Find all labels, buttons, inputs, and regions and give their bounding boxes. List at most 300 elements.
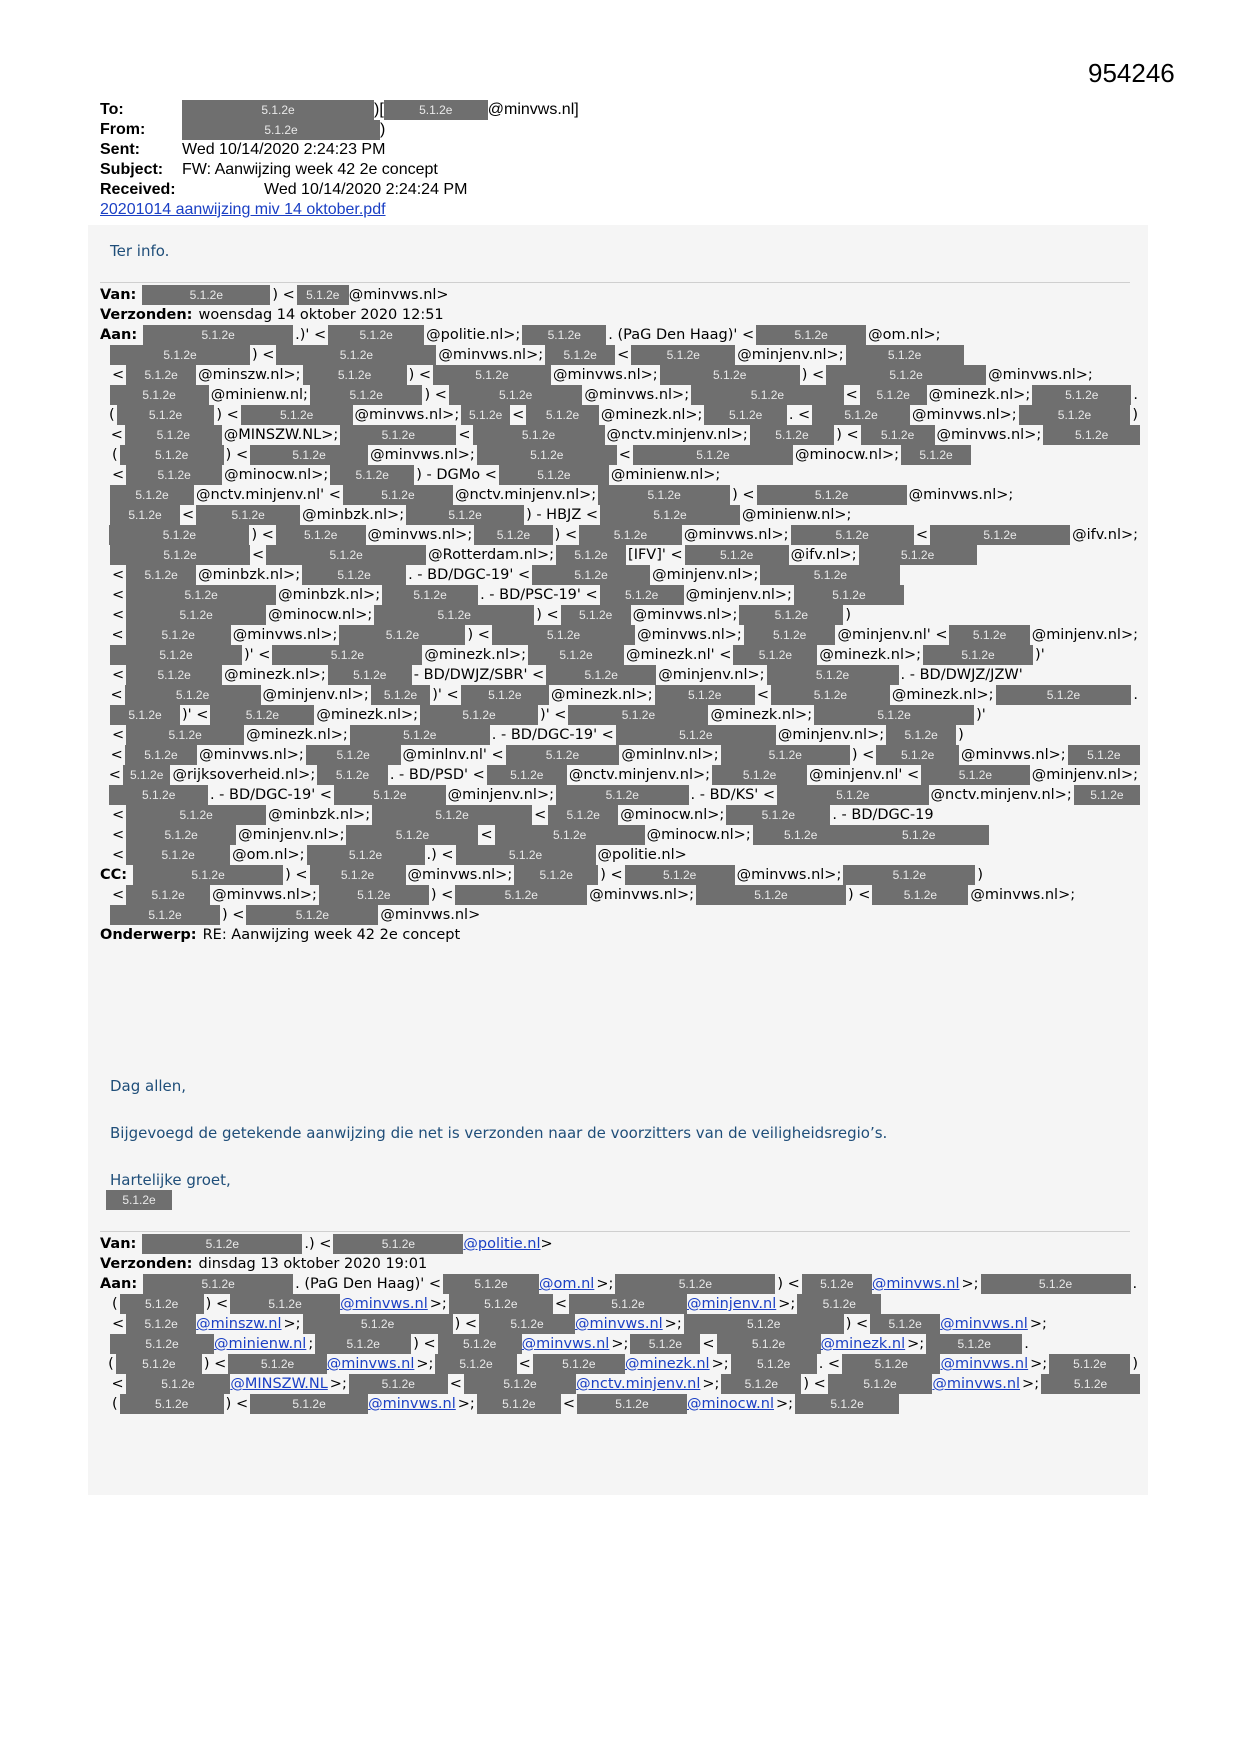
subject-label: Subject:	[100, 161, 164, 178]
redaction: 5.1.2e	[307, 845, 425, 865]
address-text: ) <	[467, 627, 490, 643]
address-text: @minvws.nl>;	[199, 747, 304, 763]
address-text: @minezk.nl>;	[550, 687, 653, 703]
address-text: @minjenv.nl>;	[652, 567, 759, 583]
from-close: )	[380, 121, 386, 138]
recipient-line	[100, 585, 1140, 605]
redaction: 5.1.2e	[996, 685, 1132, 705]
email-link[interactable]: @MINSZW.NL	[230, 1376, 328, 1392]
address-text: >;	[596, 1276, 614, 1292]
redaction: 5.1.2e	[870, 1314, 940, 1334]
address-text: @minezk.nl>;	[891, 687, 994, 703]
redaction: 5.1.2e	[533, 1354, 625, 1374]
address-text: >;	[329, 1376, 347, 1392]
redaction: 5.1.2e	[126, 1374, 231, 1394]
verzonden-row	[100, 1254, 1140, 1274]
separator	[100, 1231, 1130, 1232]
redaction: 5.1.2e	[526, 405, 599, 425]
address-text: @minvws.nl>;	[632, 607, 738, 623]
address-text: @minvws.nl>;	[988, 367, 1093, 383]
recipient-line	[100, 645, 1140, 665]
address-text: )	[1132, 407, 1138, 423]
redaction: 5.1.2e	[506, 745, 620, 765]
address-text: <	[112, 887, 125, 903]
redaction: 5.1.2e	[110, 385, 209, 405]
recipient-line	[100, 765, 1140, 785]
redaction: 5.1.2e	[812, 405, 910, 425]
address-text: @minezk.nl>;	[316, 707, 419, 723]
recipient-line	[100, 565, 1140, 585]
redaction: 5.1.2e	[461, 405, 510, 425]
address-text: (	[112, 447, 118, 463]
redaction: 5.1.2e	[306, 745, 401, 765]
recipient-line	[100, 505, 1140, 525]
redaction: 5.1.2e	[556, 545, 626, 565]
address-text: <	[112, 727, 125, 743]
redaction: 5.1.2e	[372, 805, 532, 825]
address-text: @minvws.nl>;	[589, 887, 694, 903]
address-text: @minvws.nl>;	[212, 887, 317, 903]
redaction: 5.1.2e	[406, 505, 524, 525]
address-text: . - BD/PSD' <	[389, 767, 485, 783]
recipient-line	[100, 545, 1140, 565]
address-text: <	[534, 807, 547, 823]
redaction: 5.1.2e	[860, 385, 927, 405]
recipient-line	[100, 605, 1140, 625]
onderwerp-value: RE: Aanwijzing week 42 2e concept	[202, 927, 461, 943]
address-text: @minbzk.nl>;	[302, 507, 405, 523]
received-label: Received:	[100, 181, 176, 198]
recipient-line	[100, 1374, 1140, 1394]
address-text: >;	[664, 1316, 682, 1332]
address-text: @nctv.minjenv.nl>;	[606, 427, 748, 443]
redaction: 5.1.2e	[487, 765, 567, 785]
email-link[interactable]: @minjenv.nl	[686, 1296, 777, 1312]
address-text: @minvws.nl>;	[908, 487, 1014, 503]
address-text: ) <	[430, 887, 454, 903]
recipient-line	[100, 1314, 1140, 1334]
redaction: 5.1.2e	[760, 565, 900, 585]
redaction: 5.1.2e	[600, 505, 740, 525]
email-link[interactable]: @minvws.nl	[340, 1296, 428, 1312]
redaction: 5.1.2e	[712, 765, 807, 785]
address-text: )	[958, 727, 964, 743]
address-text: . (PaG Den Haag)' <	[608, 327, 755, 343]
redaction: 5.1.2e	[456, 845, 596, 865]
redaction: 5.1.2e	[276, 525, 366, 545]
address-text: @Rotterdam.nl>;	[428, 547, 555, 563]
address-text: )' <	[244, 647, 271, 663]
redaction: 5.1.2e	[691, 385, 844, 405]
intro-note: Ter info.	[110, 242, 170, 260]
redaction: 5.1.2e	[182, 100, 374, 120]
document-number: 954246	[1088, 58, 1175, 88]
recipient-line	[100, 1274, 1140, 1294]
redaction: 5.1.2e	[110, 1334, 214, 1354]
address-text: ) <	[225, 1396, 249, 1412]
redaction: 5.1.2e	[577, 1394, 687, 1414]
redaction: 5.1.2e	[310, 865, 406, 885]
email-link[interactable]: @minvws.nl	[940, 1356, 1029, 1372]
address-text: ;	[308, 1336, 314, 1352]
van-row	[100, 1234, 1140, 1254]
recipient-line	[100, 705, 1140, 725]
address-text: ) <	[424, 387, 447, 403]
recipient-line	[100, 425, 1140, 445]
closing: Hartelijke groet,	[110, 1171, 231, 1189]
address-text: @minvws.nl>;	[407, 867, 513, 883]
recipient-line	[100, 885, 1140, 905]
redaction: 5.1.2e	[297, 285, 349, 305]
redaction: 5.1.2e	[125, 425, 222, 445]
address-text: . - BD/DGC-19' <	[408, 567, 531, 583]
recipient-line	[100, 525, 1140, 545]
recipient-line	[100, 325, 1140, 345]
recipient-line	[100, 665, 1140, 685]
address-text: @minjenv.nl>;	[262, 687, 369, 703]
redaction: 5.1.2e	[568, 705, 708, 725]
address-text: @minienw.nl>;	[610, 467, 721, 483]
address-text: )'	[976, 707, 986, 723]
redaction: 5.1.2e	[182, 120, 380, 140]
address-text: >;	[1029, 1316, 1047, 1332]
address-text: <	[112, 1316, 125, 1332]
redaction: 5.1.2e	[110, 705, 180, 725]
address-text: <	[458, 427, 471, 443]
email-link[interactable]: @minocw.nl	[686, 1396, 775, 1412]
address-text: @minocw.nl>;	[224, 467, 329, 483]
address-text: @om.nl>;	[232, 847, 305, 863]
address-text: )	[1132, 1356, 1138, 1372]
van-link[interactable]: @politie.nl	[463, 1236, 541, 1252]
redaction: 5.1.2e	[126, 565, 196, 585]
address-text: @minjenv.nl>;	[1031, 627, 1138, 643]
address-text: <	[112, 367, 125, 383]
received-row	[100, 180, 579, 200]
redaction: 5.1.2e	[250, 445, 368, 465]
email-link[interactable]: @minezk.nl	[624, 1356, 710, 1372]
address-text: @minocw.nl>;	[794, 447, 900, 463]
address-text: >;	[1030, 1356, 1048, 1372]
to-domain: @minvws.nl]	[487, 101, 579, 118]
address-text: <	[480, 827, 493, 843]
redaction: 5.1.2e	[317, 765, 388, 785]
redaction: 5.1.2e	[750, 425, 834, 445]
redaction: 5.1.2e	[1049, 1354, 1130, 1374]
redaction: 5.1.2e	[949, 625, 1029, 645]
redaction: 5.1.2e	[438, 1334, 522, 1354]
address-text: @minvws.nl>;	[584, 387, 690, 403]
redaction: 5.1.2e	[126, 1314, 196, 1334]
redaction: 5.1.2e	[548, 805, 618, 825]
redaction: 5.1.2e	[828, 1374, 933, 1394]
email-link[interactable]: @minvws.nl	[932, 1376, 1021, 1392]
address-text: @minjenv.nl>;	[1031, 767, 1138, 783]
email-link[interactable]: @minvws.nl	[575, 1316, 663, 1332]
to-row	[100, 100, 579, 120]
redaction: 5.1.2e	[334, 785, 446, 805]
address-text: @minezk.nl>;	[710, 707, 813, 723]
address-text: ) <	[216, 407, 239, 423]
email-link[interactable]: @minezk.nl	[820, 1336, 906, 1352]
redaction: 5.1.2e	[125, 685, 261, 705]
redaction: 5.1.2e	[110, 485, 194, 505]
redaction: 5.1.2e	[110, 545, 250, 565]
address-text: <	[915, 527, 928, 543]
address-text: <	[111, 1376, 124, 1392]
address-text: <	[110, 747, 123, 763]
cc-recipients	[100, 865, 1140, 925]
address-text: @om.nl>;	[868, 327, 941, 343]
address-text: ) <	[222, 907, 245, 923]
address-text: <	[111, 627, 124, 643]
email-link[interactable]: @minvws.nl	[521, 1336, 610, 1352]
attachment-row	[100, 200, 579, 220]
aan-recipients	[100, 1274, 1140, 1414]
redaction: 5.1.2e	[479, 1314, 575, 1334]
redaction: 5.1.2e	[246, 905, 378, 925]
address-text: .	[1024, 1336, 1029, 1352]
redaction: 5.1.2e	[126, 805, 266, 825]
address-text: @rijksoverheid.nl>;	[172, 767, 316, 783]
address-text: .	[1133, 687, 1138, 703]
address-text: @minjenv.nl' <	[837, 627, 948, 643]
redaction: 5.1.2e	[120, 1294, 204, 1314]
recipient-line	[100, 745, 1140, 765]
redaction: 5.1.2e	[721, 745, 850, 765]
address-text: ) <	[454, 1316, 477, 1332]
email-link[interactable]: @om.nl	[539, 1276, 595, 1292]
address-text: )' <	[182, 707, 209, 723]
redaction: 5.1.2e	[110, 905, 220, 925]
address-text: )	[845, 607, 852, 623]
address-text: >;	[457, 1396, 475, 1412]
address-text: <	[112, 827, 125, 843]
redaction: 5.1.2e	[126, 885, 210, 905]
address-text: @nctv.minjenv.nl' <	[196, 487, 341, 503]
email-link[interactable]: @nctv.minjenv.nl	[576, 1376, 701, 1392]
van-label: Van:	[100, 287, 137, 303]
redaction: 5.1.2e	[556, 785, 689, 805]
address-text: @minezk.nl>;	[600, 407, 703, 423]
sent-row	[100, 140, 579, 160]
redaction: 5.1.2e	[876, 745, 959, 765]
verzonden-label: Verzonden:	[100, 1256, 193, 1272]
redaction: 5.1.2e	[110, 345, 250, 365]
redaction: 5.1.2e	[930, 525, 1070, 545]
redaction: 5.1.2e	[382, 585, 478, 605]
redaction: 5.1.2e	[126, 585, 276, 605]
address-text: <	[110, 427, 123, 443]
address-text: ) <	[845, 1316, 869, 1332]
body-paragraph: Bijgevoegd de getekende aanwijzing die net is verzonden naar de voorzitters van de veiligheidsregio’s.	[110, 1124, 888, 1142]
address-text: ) <	[225, 447, 249, 463]
redaction: 5.1.2e	[717, 1334, 821, 1354]
address-text: ) <	[252, 347, 275, 363]
redaction: 5.1.2e	[921, 765, 1030, 785]
recipient-line	[100, 805, 1140, 825]
address-text: ) - HBJZ <	[526, 507, 599, 523]
redaction: 5.1.2e	[126, 725, 244, 745]
address-text: >;	[778, 1296, 796, 1312]
sent-value: Wed 10/14/2020 2:24:23 PM	[182, 141, 386, 158]
address-text: <	[518, 1356, 531, 1372]
address-text: @minezk.nl>;	[819, 647, 922, 663]
address-text: . - BD/DGC-19' <	[209, 787, 332, 803]
redaction: 5.1.2e	[598, 485, 730, 505]
redaction: 5.1.2e	[250, 1394, 368, 1414]
address-text: @minvws.nl>;	[683, 527, 789, 543]
redaction: 5.1.2e	[333, 1234, 463, 1254]
redaction: 5.1.2e	[744, 625, 836, 645]
recipient-line	[100, 1294, 1140, 1314]
redaction: 5.1.2e	[343, 485, 453, 505]
redaction: 5.1.2e	[464, 1374, 576, 1394]
recipient-line	[100, 725, 1140, 745]
email-link[interactable]: @minvws.nl	[871, 1276, 960, 1292]
redaction: 5.1.2e	[328, 665, 412, 685]
address-text: (	[108, 407, 115, 423]
redaction: 5.1.2e	[1074, 785, 1140, 805]
address-text: @minjenv.nl>;	[447, 787, 554, 803]
verzonden-row	[100, 305, 1140, 325]
address-text: <	[108, 767, 121, 783]
address-text: ) <	[777, 1276, 800, 1292]
address-text: @minjenv.nl>;	[685, 587, 792, 603]
address-text: <	[845, 387, 858, 403]
address-text: @minszw.nl>;	[198, 367, 301, 383]
redaction: 5.1.2e	[123, 765, 171, 785]
recipient-label: Aan:	[100, 327, 138, 343]
redaction: 5.1.2e	[1019, 405, 1131, 425]
address-text: @minjenv.nl>;	[238, 827, 345, 843]
redaction: 5.1.2e	[625, 865, 735, 885]
address-text: <	[252, 547, 265, 563]
email-link[interactable]: @minvws.nl	[368, 1396, 456, 1412]
redaction: 5.1.2e	[726, 805, 830, 825]
from-row	[100, 120, 579, 140]
redaction: 5.1.2e	[721, 1374, 801, 1394]
address-text: <	[512, 407, 525, 423]
address-text: @minlnv.nl>;	[621, 747, 719, 763]
redaction: 5.1.2e	[126, 605, 266, 625]
address-text: @minvws.nl>;	[637, 627, 742, 643]
address-text: <	[112, 667, 125, 683]
address-text: (	[108, 1356, 114, 1372]
address-text: <	[112, 607, 125, 623]
recipient-line	[100, 785, 1140, 805]
address-text: @minezk.nl>;	[928, 387, 1031, 403]
address-text: <	[110, 687, 123, 703]
email-link[interactable]: @minszw.nl	[196, 1316, 282, 1332]
address-text: @minvws.nl>;	[370, 447, 475, 463]
address-text: >;	[961, 1276, 979, 1292]
redaction: 5.1.2e	[569, 1294, 687, 1314]
address-text: @minvws.nl>;	[936, 427, 1042, 443]
subject-row	[100, 160, 579, 180]
redaction: 5.1.2e	[110, 645, 242, 665]
address-text: ) <	[851, 747, 875, 763]
email-link[interactable]: @minvws.nl	[940, 1316, 1028, 1332]
address-text: @minvws.nl>;	[960, 747, 1066, 763]
address-text: . <	[818, 1356, 841, 1372]
redaction: 5.1.2e	[143, 1274, 293, 1294]
redaction: 5.1.2e	[477, 445, 617, 465]
address-text: @minvws.nl>;	[736, 867, 842, 883]
address-text: .	[1132, 1276, 1138, 1292]
redaction: 5.1.2e	[926, 1334, 1022, 1354]
recipient-line	[100, 685, 1140, 705]
address-text: .)' <	[295, 327, 327, 343]
address-text: . <	[788, 407, 811, 423]
redaction: 5.1.2e	[733, 645, 817, 665]
address-text: @minienw.nl;	[210, 387, 308, 403]
address-text: @MINSZW.NL>;	[223, 427, 339, 443]
redaction: 5.1.2e	[771, 685, 890, 705]
redaction: 5.1.2e	[757, 485, 907, 505]
redaction: 5.1.2e	[630, 1334, 700, 1354]
aan-recipients	[100, 325, 1140, 865]
address-text: <	[449, 1376, 462, 1392]
redaction: 5.1.2e	[545, 345, 615, 365]
redaction: 5.1.2e	[310, 385, 423, 405]
redaction: 5.1.2e	[615, 1274, 775, 1294]
address-text: @minvws.nl>;	[911, 407, 1017, 423]
redaction: 5.1.2e	[303, 365, 407, 385]
redaction: 5.1.2e	[120, 445, 224, 465]
recipient-label: CC:	[100, 867, 128, 883]
redaction: 5.1.2e	[528, 645, 624, 665]
redaction: 5.1.2e	[106, 1190, 172, 1210]
email-link[interactable]: @minvws.nl	[326, 1356, 415, 1372]
redaction: 5.1.2e	[684, 1314, 844, 1334]
redaction: 5.1.2e	[340, 425, 456, 445]
address-text: <	[182, 507, 195, 523]
address-text: @nctv.minjenv.nl>;	[568, 767, 711, 783]
email-link[interactable]: @minienw.nl	[214, 1336, 307, 1352]
redaction: 5.1.2e	[492, 625, 635, 645]
redaction: 5.1.2e	[230, 1294, 340, 1314]
redaction: 5.1.2e	[210, 705, 314, 725]
address-text: . - BD/DWJZ/JZW'	[900, 667, 1023, 683]
redaction: 5.1.2e	[814, 705, 974, 725]
address-text: >;	[1022, 1376, 1040, 1392]
email-header	[100, 100, 579, 220]
recipient-line	[100, 405, 1140, 425]
redaction: 5.1.2e	[435, 1354, 516, 1374]
onderwerp-label: Onderwerp:	[100, 927, 197, 943]
address-text: <	[112, 847, 125, 863]
address-text: >;	[283, 1316, 301, 1332]
redaction: 5.1.2e	[756, 325, 866, 345]
address-text: >;	[907, 1336, 925, 1352]
redaction: 5.1.2e	[461, 685, 549, 705]
redaction: 5.1.2e	[349, 1374, 448, 1394]
redaction: 5.1.2e	[371, 685, 430, 705]
recipient-line	[100, 1334, 1140, 1354]
address-text: @minjenv.nl>;	[777, 727, 885, 743]
recipient-line	[100, 365, 1140, 385]
address-text: . - BD/DGC-19' <	[491, 727, 614, 743]
address-text: @minvws.nl>;	[232, 627, 338, 643]
address-text: @minbzk.nl>;	[198, 567, 301, 583]
attachment-link[interactable]: 20201014 aanwijzing miv 14 oktober.pdf	[100, 201, 386, 218]
address-text: .) <	[426, 847, 454, 863]
address-text: ) <	[285, 867, 308, 883]
redaction: 5.1.2e	[981, 1274, 1131, 1294]
redaction: 5.1.2e	[861, 425, 935, 445]
address-text: )	[977, 867, 984, 883]
